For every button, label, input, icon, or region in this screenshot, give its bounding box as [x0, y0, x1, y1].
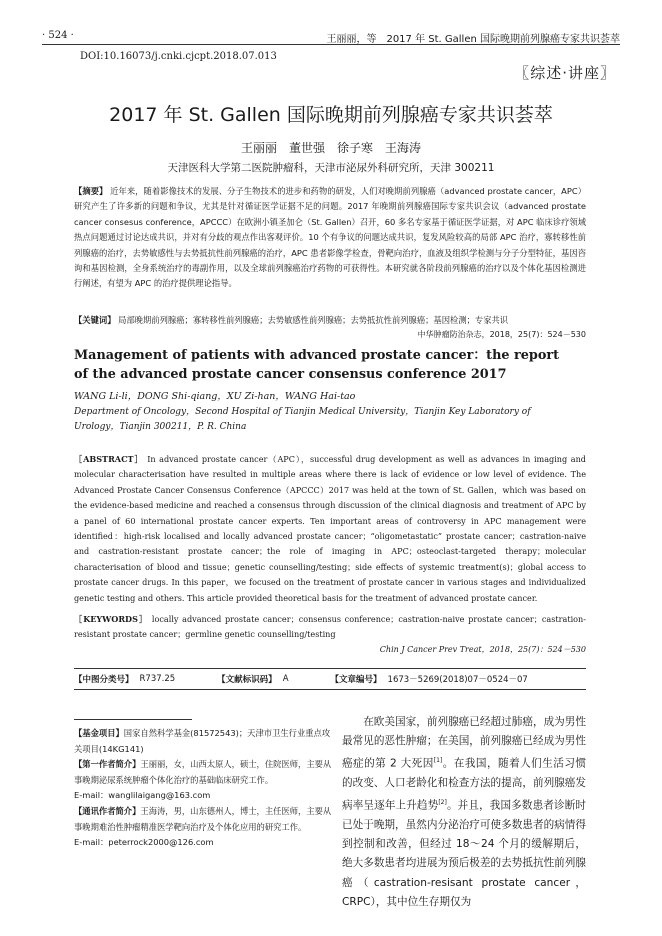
title-en: Management of patients with advanced prostate cancer：the report of the advanced prostate cancer consensus conference 2017 — [74, 348, 560, 382]
title-zh: 2017 年 St. Gallen 国际晚期前列腺癌专家共识荟萃 — [109, 104, 553, 126]
running-title: 王丽丽，等 2017 年 St. Gallen 国际晚期前列腺癌专家共识荟萃 — [326, 34, 620, 45]
keywords-zh-text: 局部晚期前列腺癌；寡转移性前列腺癌；去势敏感性前列腺癌；去势抵抗性前列腺癌；基因检测；专家共识 — [118, 315, 509, 325]
abstract-en-label: ［ABSTRACT］ — [74, 454, 144, 464]
fund-text: 国家自然科学基金(81572543)；天津市卫生行业重点攻关项目(14KG141) — [74, 728, 331, 754]
doc-code-value: A — [282, 674, 289, 684]
page-number: · 524 · — [42, 30, 74, 41]
header-rule — [42, 44, 620, 45]
first-author-text: 王丽丽，女，山西太原人，硕士，住院医师，主要从事晚期泌尿系统肿瘤个体化治疗的基础临床研究工作。 — [74, 759, 332, 785]
citation-en: Chin J Cancer Prev Treat，2018，25(7)：524－530 — [379, 645, 586, 654]
keywords-zh — [74, 313, 586, 328]
first-author-email[interactable]: E-mail：wanglilaigang@163.com — [74, 790, 211, 801]
keywords-en-label: ［KEYWORDS］ — [74, 614, 149, 624]
authors-en: WANG Li-li，DONG Shi-qiang，XU Zi-han，WANG Hai-tao — [74, 391, 356, 402]
clc-label: 【中图分类号】 — [74, 675, 134, 685]
first-author-label: 【第一作者简介】 — [74, 759, 141, 770]
footnotes — [74, 726, 334, 851]
abstract-en — [74, 452, 586, 606]
corr-author-email[interactable]: E-mail：peterrock2000@126.com — [74, 837, 214, 848]
doc-code-label: 【文献标识码】 — [217, 675, 277, 685]
abstract-en-text: In advanced prostate cancer（APC），successful drug development as well as advances in imaging and molecular characterisation have resulted in multiple areas where there is lack of evidence or low level of evidence. The Advanced Prostate Cancer Consensus Conference（APCCC）2017 was held at the town of St. Gallen，which was based on the evidence-based medicine and reached a consensus through discussion of the clinical diagnosis and treatment of APC by a panel of 60 international prostate cancer experts. Ten important areas of controversy in APC management were identified：high-risk localised and locally advanced prostate cancer；“oligometastatic” prostate cancer；castration-naive and castration-resistant prostate cancer；the role of imaging in APC；osteoclast-targeted therapy；molecular characterisation of blood and tissue；genetic counselling/testing；side effects of systemic treatment(s)；global access to prostate cancer drugs. In this paper，we focused on the treatment of prostate cancer in various stages and individualized genetic testing and others. This article provided theoretical basis for the treatment of advanced prostate cancer. — [74, 454, 586, 603]
article-no-value: 1673－5269(2018)07－0524－07 — [387, 675, 528, 685]
abstract-zh — [74, 184, 586, 292]
clc-value: R737.25 — [139, 674, 176, 684]
affiliation-zh: 天津医科大学第二医院肿瘤科，天津市泌尿外科研究所，天津 300211 — [167, 162, 495, 174]
authors-zh: 王丽丽 董世强 徐子寒 王海涛 — [240, 141, 421, 155]
affiliation-en: Department of Oncology，Second Hospital of Tianjin Medical University，Tianjin Key Laboratory of Urology，Tianjin 300211，P. R. China — [74, 407, 531, 432]
body-text-3: 。并且，我国多数患者诊断时已处于晚期，虽然内分泌治疗可使多数患者的病情得到控制和改善，但经过 18～24 个月的缓解期后，绝大多数患者均进展为预后极差的去势抵抗性前列腺癌（castration-resisant prostate cancer，CRPC），其中位生存期仅为 — [342, 799, 587, 908]
keywords-en-text: locally advanced prostate cancer；consensus conference；castration-naive prostate cancer；castration-resistant prostate cancer；germline genetic counselling/testing — [74, 614, 586, 640]
corr-author-text: 王海涛，男，山东德州人，博士，主任医师，主要从事晚期难治性肿瘤精准医学靶向治疗及个体化应用的研究工作。 — [74, 805, 332, 832]
body-text-1: 在欧美国家，前列腺癌已经超过肺癌，成为男性最常见的恶性肿瘤；在美国，前列腺癌已经成为男性癌症的第 2 大死因 — [342, 716, 586, 770]
fund-note — [74, 726, 334, 757]
abstract-zh-label: 【摘要】 — [74, 186, 108, 196]
doi[interactable]: DOI:10.16073/j.cnki.cjcpt.2018.07.013 — [80, 51, 277, 62]
keywords-zh-label: 【关键词】 — [74, 315, 116, 325]
fund-label: 【基金项目】 — [74, 728, 124, 738]
first-author-note — [74, 757, 334, 788]
article-no-label: 【文章编号】 — [330, 675, 382, 685]
footnote-rule — [74, 719, 192, 720]
section-label: 〖综述·讲座〗 — [514, 64, 616, 82]
keywords-en — [74, 612, 586, 643]
abstract-zh-text: 近年来，随着影像技术的发展、分子生物技术的进步和药物的研发，人们对晚期前列腺癌（advanced prostate cancer，APC）研究产生了许多新的问题和争议，尤其是针对循证医学证据不足的问题。2017 年晚期前列腺癌国际专家共识会议（advanced prostate cancer consesus conference，APCCC）在欧洲小镇圣加仑（St. Gallen）召开，60 多名专家基于循证医学证据，对 APC 临床诊疗领域热点问题通过讨论达成共识，并对有分歧的观点作出客观评价。10 个有争议的问题达成共识，复发风险较高的局部 APC 治疗，寡转移性前列腺癌的治疗，去势敏感性与去势抵抗性前列腺癌的治疗，APC 患者影像学检查，骨靶向治疗，血液及组织学检测与分子分型特征，基因咨询和基因检测，全身系统治疗的毒副作用，以及全球前列腺癌治疗药物的可获得性。本研究就各阶段前列腺癌的治疗以及个体化基因检测进行阐述，有望为 APC 的治疗提供理论指导。 — [74, 186, 586, 289]
citation-zh: 中华肿瘤防治杂志，2018，25(7)：524－530 — [417, 330, 586, 339]
corr-author-label: 【通讯作者简介】 — [74, 805, 141, 816]
corr-author-note — [74, 804, 334, 835]
body-paragraph — [342, 713, 586, 912]
classification-bar — [74, 668, 586, 690]
ref-1[interactable]: [1] — [433, 757, 443, 765]
ref-2[interactable]: [2] — [438, 799, 447, 807]
body-text-2: 。在我国，随着人们生活习惯的改变、人口老龄化和检查方法的提高，前列腺癌发病率呈逐年上升趋势 — [342, 757, 586, 812]
